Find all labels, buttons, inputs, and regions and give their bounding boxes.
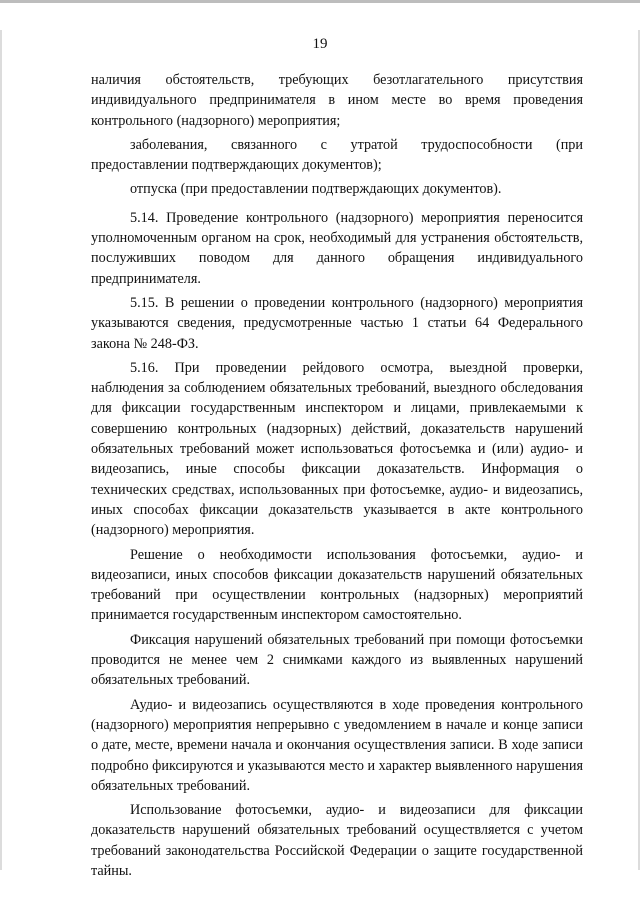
paragraph-state-secret: Использование фотосъемки, аудио- и видеозаписи для фиксации доказательств нарушений обязательных требований осуществляется с учетом требований законодательства Российской Федерации о защите государственной тайны. [91, 802, 583, 879]
paragraph-vacation: отпуска (при предоставлении подтверждающих документов). [130, 181, 502, 198]
paragraph-audio-video: Аудио- и видеозапись осуществляются в ходе проведения контрольного (надзорного) мероприятия непрерывно с уведомлением в начале и конце записи о дате, месте, времени начала и окончания осуществления записи. В ходе записи подробно фиксируются и указываются место и характер выявленного нарушения обязательных требований. [91, 696, 583, 794]
paragraph-decision: Решение о необходимости использования фотосъемки, аудио- и видеозаписи, иных способов фиксации доказательств нарушений обязательных требований при осуществлении контрольных (надзорных) мероприятий принимается государственным инспектором самостоятельно. [91, 546, 583, 624]
paragraph-5-16: 5.16. При проведении рейдового осмотра, выездной проверки, наблюдения за соблюдением обязательных требований, выездного обследования для фиксации государственным инспектором и лицами, привлекаемыми к совершению контрольных (надзорных) действий, доказательств нарушений обязательных требований может использоваться фотосъемка и (или) аудио- и видеозапись, иные способы фиксации доказательств. Информация о технических средствах, использованных при фотосъемке, аудио- и видеозапись, иных способах фиксации доказательств указывается в акте контрольного (надзорного) мероприятия. [91, 359, 583, 539]
paragraph-5-15: 5.15. В решении о проведении контрольного (надзорного) мероприятия указываются сведения, предусмотренные частью 1 статьи 64 Федерального закона № 248-ФЗ. [91, 294, 583, 352]
paragraph-illness: заболевания, связанного с утратой трудоспособности (при предоставлении подтверждающих документов); [91, 136, 583, 174]
paragraph-5-14: 5.14. Проведение контрольного (надзорного) мероприятия переносится уполномоченным органом на срок, необходимый для устранения обстоятельств, послуживших поводом для данного обращения индивидуального предпринимателя. [91, 209, 583, 287]
page-number: 19 [312, 36, 328, 52]
scan-top-edge [0, 0, 640, 3]
paragraph-photo-fixation: Фиксация нарушений обязательных требований при помощи фотосъемки проводится не менее чем 2 снимками каждого из выявленных нарушений обязательных требований. [91, 631, 583, 689]
scan-left-edge [0, 30, 2, 870]
document-body [91, 70, 583, 885]
paragraph-continuation: наличия обстоятельств, требующих безотлагательного присутствия индивидуального предпринимателя в ином месте во время проведения контрольного (надзорного) мероприятия; [91, 72, 583, 129]
